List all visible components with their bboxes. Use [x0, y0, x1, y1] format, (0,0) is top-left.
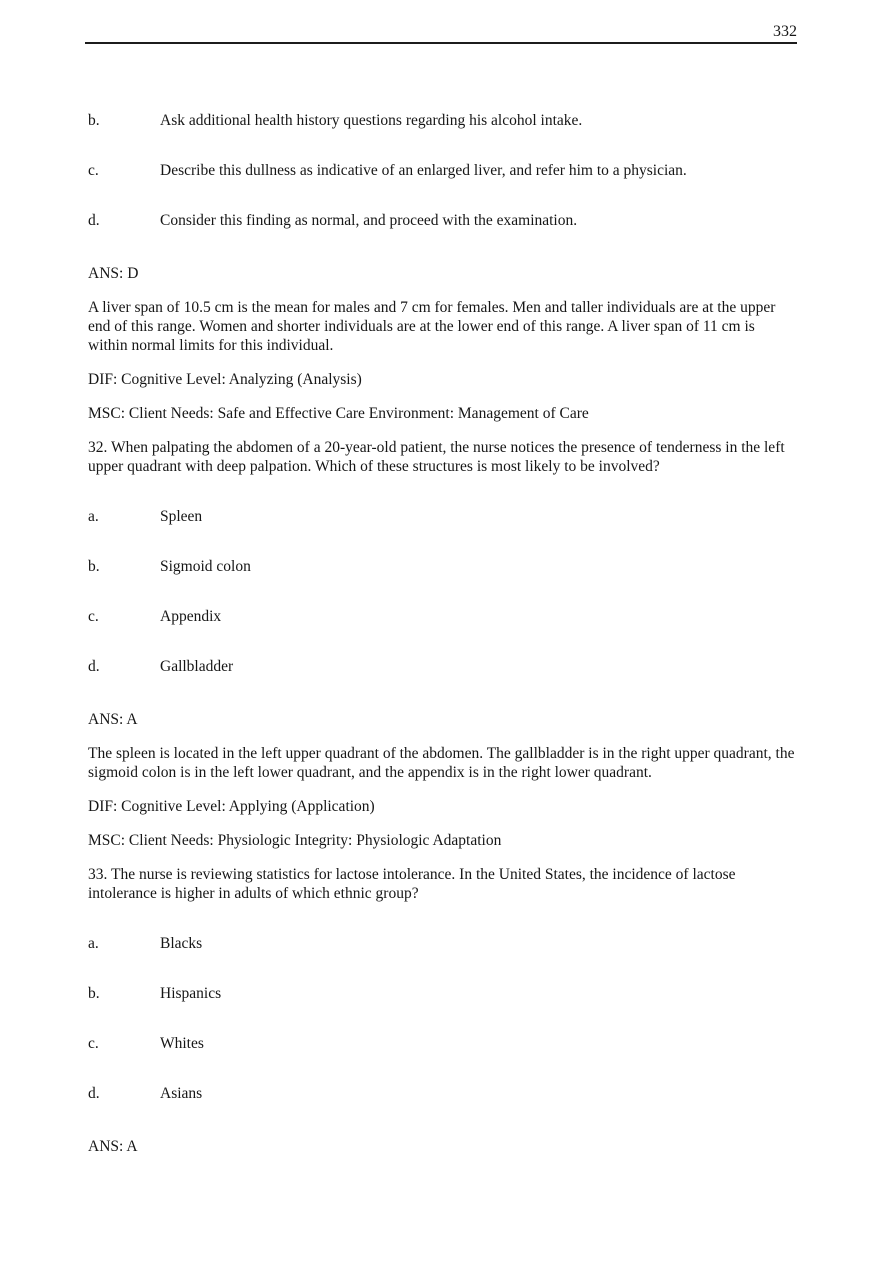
option-letter: a. [88, 508, 99, 525]
option-letter: c. [88, 162, 99, 179]
answer-option [88, 607, 797, 626]
option-text: Appendix [160, 608, 222, 625]
answer-option [88, 111, 797, 130]
answer-option [88, 984, 797, 1003]
option-text: Sigmoid colon [160, 558, 251, 575]
option-text: Gallbladder [160, 658, 234, 675]
question-text: 33. The nurse is reviewing statistics for lactose intolerance. In the United States, the incidence of lactose intolerance is higher in adults of which ethnic group? [88, 866, 736, 902]
answer-option [88, 161, 797, 180]
option-letter: b. [88, 112, 100, 129]
answer-option [88, 1084, 797, 1103]
answer-line: ANS: A [88, 1138, 138, 1155]
option-text: Whites [160, 1035, 204, 1052]
answer-line: ANS: D [88, 265, 139, 282]
rationale-paragraph: A liver span of 10.5 cm is the mean for males and 7 cm for females. Men and taller individuals are at the upper end of this range. Women and shorter individuals are at the lower end of this range. A liver span of 11 cm is within normal limits for this individual. [88, 299, 776, 354]
option-letter: c. [88, 608, 99, 625]
dif-cognitive-level: DIF: Cognitive Level: Analyzing (Analysis) [88, 371, 362, 388]
option-text: Describe this dullness as indicative of an enlarged liver, and refer him to a physician. [160, 162, 687, 179]
option-letter: d. [88, 212, 100, 229]
answer-option [88, 1034, 797, 1053]
answer-line: ANS: A [88, 711, 138, 728]
rationale-paragraph: The spleen is located in the left upper quadrant of the abdomen. The gallbladder is in the right upper quadrant, the sigmoid colon is in the left lower quadrant, and the appendix is in the right lower quadrant. [88, 745, 795, 781]
option-letter: a. [88, 935, 99, 952]
document-page [0, 22, 880, 1269]
answer-option [88, 657, 797, 676]
option-letter: d. [88, 1085, 100, 1102]
msc-client-needs: MSC: Client Needs: Physiologic Integrity: Physiologic Adaptation [88, 832, 502, 849]
option-text: Consider this finding as normal, and proceed with the examination. [160, 212, 578, 229]
dif-cognitive-level: DIF: Cognitive Level: Applying (Application) [88, 798, 375, 815]
option-letter: b. [88, 558, 100, 575]
document-content [0, 44, 880, 1156]
answer-option [88, 557, 797, 576]
page-number: 332 [773, 23, 797, 40]
option-letter: c. [88, 1035, 99, 1052]
option-letter: b. [88, 985, 100, 1002]
option-text: Ask additional health history questions regarding his alcohol intake. [160, 112, 583, 129]
option-letter: d. [88, 658, 100, 675]
option-text: Asians [160, 1085, 203, 1102]
option-text: Hispanics [160, 985, 222, 1002]
answer-option [88, 934, 797, 953]
option-text: Spleen [160, 508, 203, 525]
answer-option [88, 507, 797, 526]
msc-client-needs: MSC: Client Needs: Safe and Effective Care Environment: Management of Care [88, 405, 589, 422]
page-header [85, 22, 797, 44]
option-text: Blacks [160, 935, 203, 952]
question-text: 32. When palpating the abdomen of a 20-year-old patient, the nurse notices the presence of tenderness in the left upper quadrant with deep palpation. Which of these structures is most likely to be involved? [88, 439, 785, 475]
answer-option [88, 211, 797, 230]
